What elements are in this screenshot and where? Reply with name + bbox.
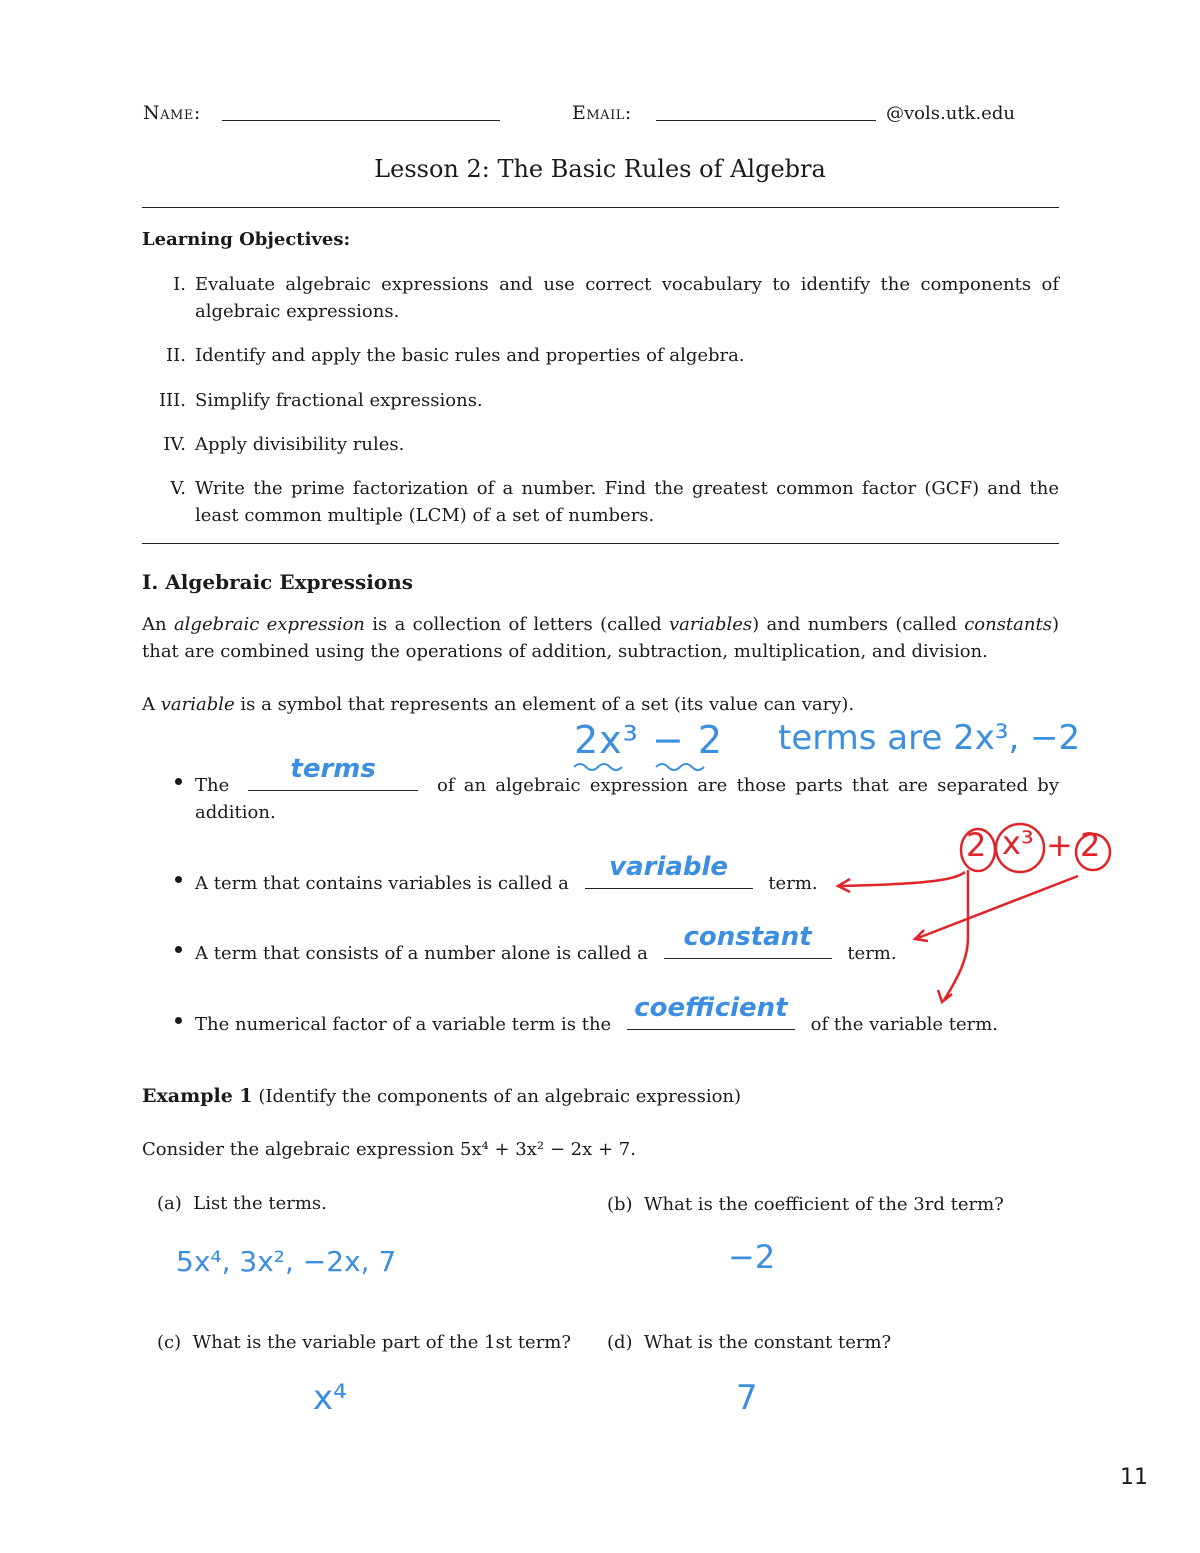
example-prompt: Consider the algebraic expression 5x⁴ + 3x² − 2x + 7. xyxy=(142,1139,636,1160)
red-coefficient: 2 xyxy=(966,826,987,864)
section-heading: I. Algebraic Expressions xyxy=(142,570,413,594)
question-b: (b) What is the coefficient of the 3rd term? xyxy=(607,1194,1004,1215)
objective-2 xyxy=(142,342,1059,369)
bullet-icon xyxy=(175,876,182,883)
question-c: (c) What is the variable part of the 1st term? xyxy=(157,1332,572,1353)
objective-text: Identify and apply the basic rules and properties of algebra. xyxy=(195,345,745,366)
email-domain: @vols.utk.edu xyxy=(886,103,1015,124)
handwritten-expression: 2x³ − 2 xyxy=(574,718,724,762)
objectives-heading: Learning Objectives: xyxy=(142,229,351,250)
red-arrows-icon xyxy=(820,818,1120,1018)
objective-text: Evaluate algebraic expressions and use correct vocabulary to identify the components of xyxy=(195,274,1059,295)
definition-paragraph: An algebraic expression is a collection of letters (called variables) and numbers (called constants) that are combined using the operations of addition, subtraction, multiplication, and division. xyxy=(142,614,1059,662)
objectives-rule xyxy=(142,543,1059,544)
objective-num: I. xyxy=(173,274,186,295)
bullet-variable: A term that contains variables is called a variable term. xyxy=(195,852,818,894)
objective-text-cont: algebraic expressions. xyxy=(195,301,400,322)
objective-num: III. xyxy=(158,390,186,411)
bullet-icon xyxy=(175,778,182,785)
bullet-icon xyxy=(175,946,182,953)
answer-d: 7 xyxy=(736,1378,758,1418)
objective-5 xyxy=(142,475,1059,529)
fill-blank-variable[interactable]: variable xyxy=(585,866,753,889)
objective-num: II. xyxy=(166,345,186,366)
objective-1 xyxy=(142,271,1059,325)
bullet-icon xyxy=(175,1017,182,1024)
red-variable-part: x³ xyxy=(1002,824,1034,862)
answer-c: x⁴ xyxy=(313,1378,347,1418)
objective-text: Simplify fractional expressions. xyxy=(195,390,483,411)
name-label: Name: xyxy=(143,102,201,124)
answer-a: 5x⁴, 3x², −2x, 7 xyxy=(176,1245,397,1278)
answer-b: −2 xyxy=(728,1238,776,1276)
objective-text: Apply divisibility rules. xyxy=(195,434,405,455)
red-plus: + xyxy=(1046,826,1073,864)
fill-blank-coefficient[interactable]: coefficient xyxy=(627,1007,795,1030)
example-header: Example 1 (Identify the components of an algebraic expression) xyxy=(142,1085,742,1107)
title-rule xyxy=(142,207,1059,208)
variable-definition: A variable is a symbol that represents an element of a set (its value can vary). xyxy=(142,694,855,715)
objective-4 xyxy=(142,431,1059,458)
objective-text-cont: least common multiple (LCM) of a set of numbers. xyxy=(195,505,655,526)
objective-num: V. xyxy=(170,478,186,499)
email-label: Email: xyxy=(572,102,632,124)
name-field-line[interactable] xyxy=(222,120,500,121)
page-title: Lesson 2: The Basic Rules of Algebra xyxy=(374,155,826,183)
bullet-constant: A term that consists of a number alone is called a constant term. xyxy=(195,922,897,964)
email-field-line[interactable] xyxy=(656,120,876,121)
bullet-coefficient: The numerical factor of a variable term is the coefficient of the variable term. xyxy=(195,993,999,1035)
red-constant: 2 xyxy=(1080,826,1101,864)
bullet-terms: The terms of an algebraic expression are those parts that are separated by addition. xyxy=(195,754,1059,823)
handwritten-terms-note: terms are 2x³, −2 xyxy=(778,718,1081,758)
question-a: (a) List the terms. xyxy=(157,1193,327,1214)
objective-text: Write the prime factorization of a number. Find the greatest common factor (GCF) and the xyxy=(195,478,1059,499)
objective-num: IV. xyxy=(163,434,186,455)
page-number: 11 xyxy=(1120,1465,1148,1490)
objective-3 xyxy=(142,387,1059,414)
fill-blank-constant[interactable]: constant xyxy=(664,936,832,959)
question-d: (d) What is the constant term? xyxy=(607,1332,892,1353)
fill-blank-terms[interactable]: terms xyxy=(248,768,418,791)
